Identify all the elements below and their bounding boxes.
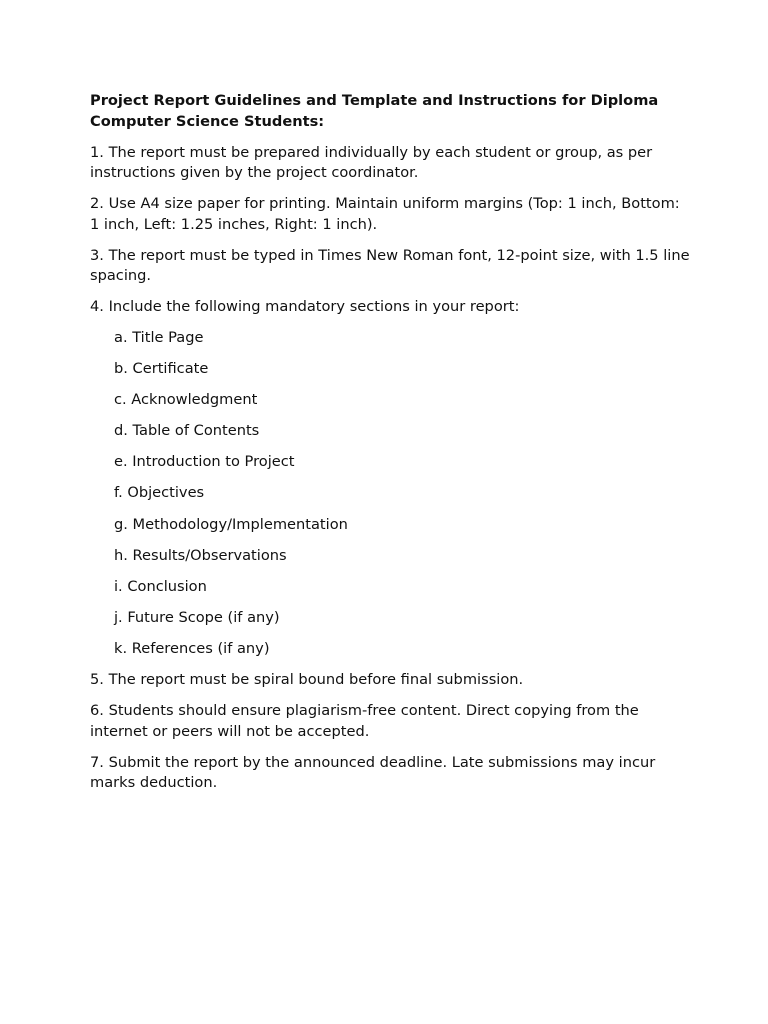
guideline-5: 5. The report must be spiral bound before final submission. (90, 671, 524, 689)
section-item: k. References (if any) (114, 639, 270, 657)
guideline-7: 7. Submit the report by the announced deadline. Late submissions may incur marks deduction. (90, 753, 656, 792)
section-item: c. Acknowledgment (114, 391, 258, 409)
section-item: h. Results/Observations (114, 546, 287, 564)
section-item: b. Certificate (114, 360, 209, 378)
mandatory-sections-list (90, 328, 690, 659)
section-item: f. Objectives (114, 484, 205, 502)
section-item: j. Future Scope (if any) (114, 608, 280, 626)
document-title: Project Report Guidelines and Template and Instructions for Diploma Computer Science Students: (90, 92, 659, 130)
guideline-6: 6. Students should ensure plagiarism-free content. Direct copying from the internet or peers will not be accepted. (90, 702, 639, 740)
section-item: e. Introduction to Project (114, 453, 295, 471)
section-item: d. Table of Contents (114, 422, 260, 440)
section-item: a. Title Page (114, 329, 204, 346)
guideline-1: 1. The report must be prepared individually by each student or group, as per instructions given by the project coordinator. (90, 143, 653, 181)
section-item: i. Conclusion (114, 577, 207, 595)
guideline-3: 3. The report must be typed in Times New Roman font, 12-point size, with 1.5 line spacing. (90, 246, 690, 284)
guideline-2: 2. Use A4 size paper for printing. Maintain uniform margins (Top: 1 inch, Bottom: 1 inch, Left: 1.25 inches, Right: 1 inch). (90, 195, 680, 233)
guideline-4: 4. Include the following mandatory sections in your report: (90, 298, 520, 315)
section-item: g. Methodology/Implementation (114, 515, 348, 533)
document-page (90, 91, 690, 804)
